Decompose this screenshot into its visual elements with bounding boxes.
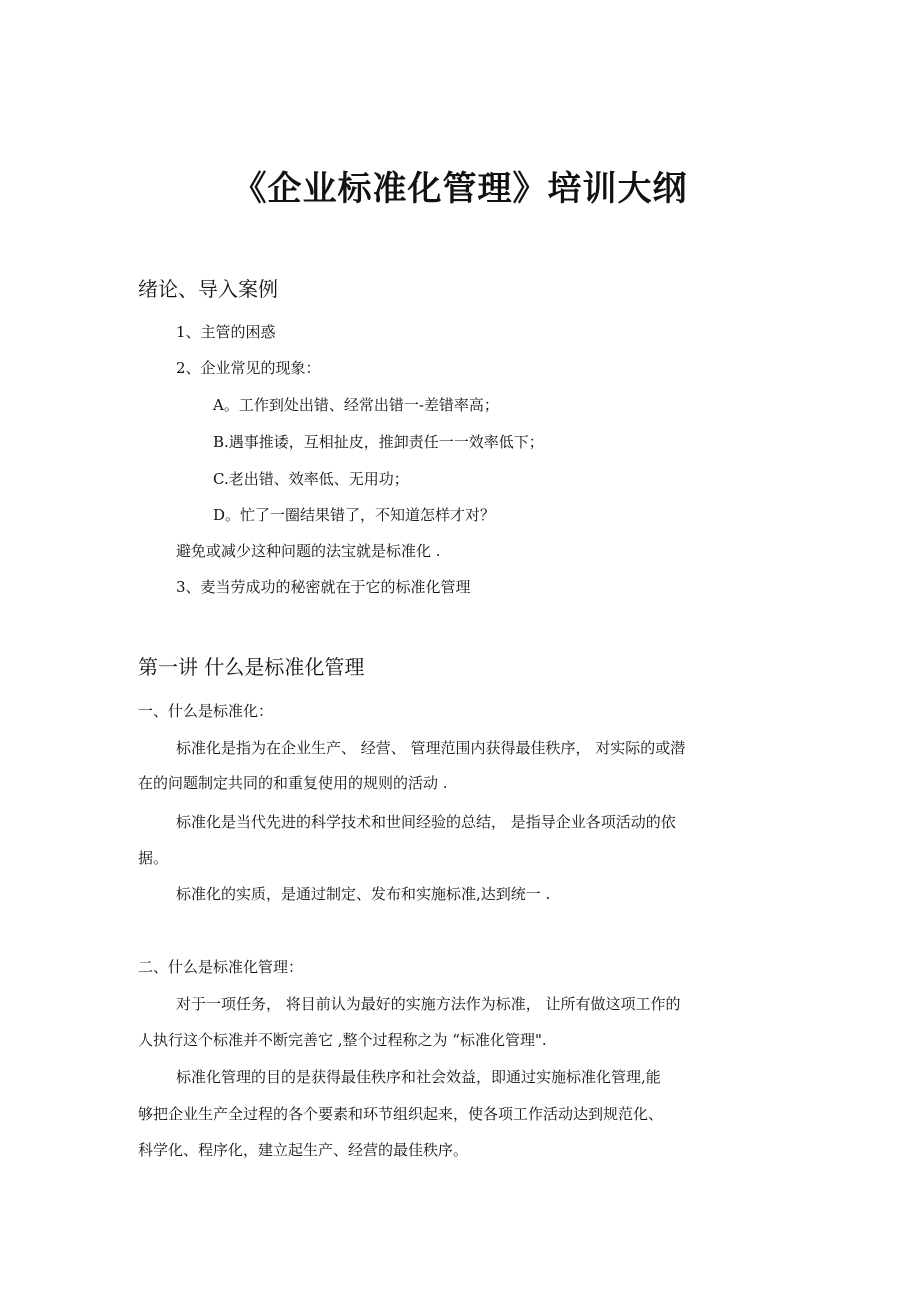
lecture-1-heading: 第一讲 什么是标准化管理 (138, 655, 365, 679)
section-1-paragraph-1-line-1: 标准化是指为在企业生产、 经营、 管理范围内获得最佳秩序， 对实际的或潜 (176, 739, 686, 757)
section-2-paragraph-1-line-1: 对于一项任务， 将目前认为最好的实施方法作为标准， 让所有做这项工作的 (176, 995, 681, 1013)
intro-item-2: 2、企业常见的现象： (176, 359, 321, 377)
section-1-paragraph-1-line-2: 在的问题制定共同的和重复使用的规则的活动 . (138, 774, 448, 792)
intro-sub-d: D。忙了一圈结果错了，不知道怎样才对？ (213, 506, 496, 524)
section-2-heading: 二、什么是标准化管理： (138, 958, 304, 976)
intro-item-1: 1、主管的困惑 (176, 323, 276, 341)
intro-note: 避免或减少这种问题的法宝就是标准化 . (176, 542, 441, 560)
section-1-paragraph-2-line-1: 标准化是当代先进的科学技术和世间经验的总结， 是指导企业各项活动的依 (176, 813, 676, 831)
intro-sub-a: A。工作到处出错、经常出错一-差错率高； (213, 396, 499, 414)
intro-sub-c: C.老出错、效率低、无用功； (213, 470, 409, 488)
intro-item-3: 3、麦当劳成功的秘密就在于它的标准化管理 (176, 578, 471, 596)
section-2-paragraph-2-line-1: 标准化管理的目的是获得最佳秩序和社会效益，即通过实施标准化管理,能 (176, 1068, 661, 1086)
document-title: 《企业标准化管理》培训大纲 (232, 169, 688, 209)
section-2-paragraph-1-line-2: 人执行这个标准并不断完善它 ,整个过程称之为 “标准化管理". (138, 1031, 547, 1049)
section-1-paragraph-3-line-1: 标准化的实质，是通过制定、发布和实施标准,达到统一 . (176, 885, 551, 903)
intro-sub-b: B.遇事推诿，互相扯皮，推卸责任一一效率低下； (213, 433, 544, 451)
section-2-paragraph-2-line-3: 科学化、程序化，建立起生产、经营的最佳秩序。 (138, 1141, 469, 1159)
section-1-paragraph-2-line-2: 据。 (138, 849, 169, 867)
section-1-heading: 一、什么是标准化： (138, 702, 274, 720)
intro-heading: 绪论、导入案例 (138, 277, 278, 301)
section-2-paragraph-2-line-2: 够把企业生产全过程的各个要素和环节组织起来，使各项工作活动达到规范化、 (138, 1105, 664, 1123)
